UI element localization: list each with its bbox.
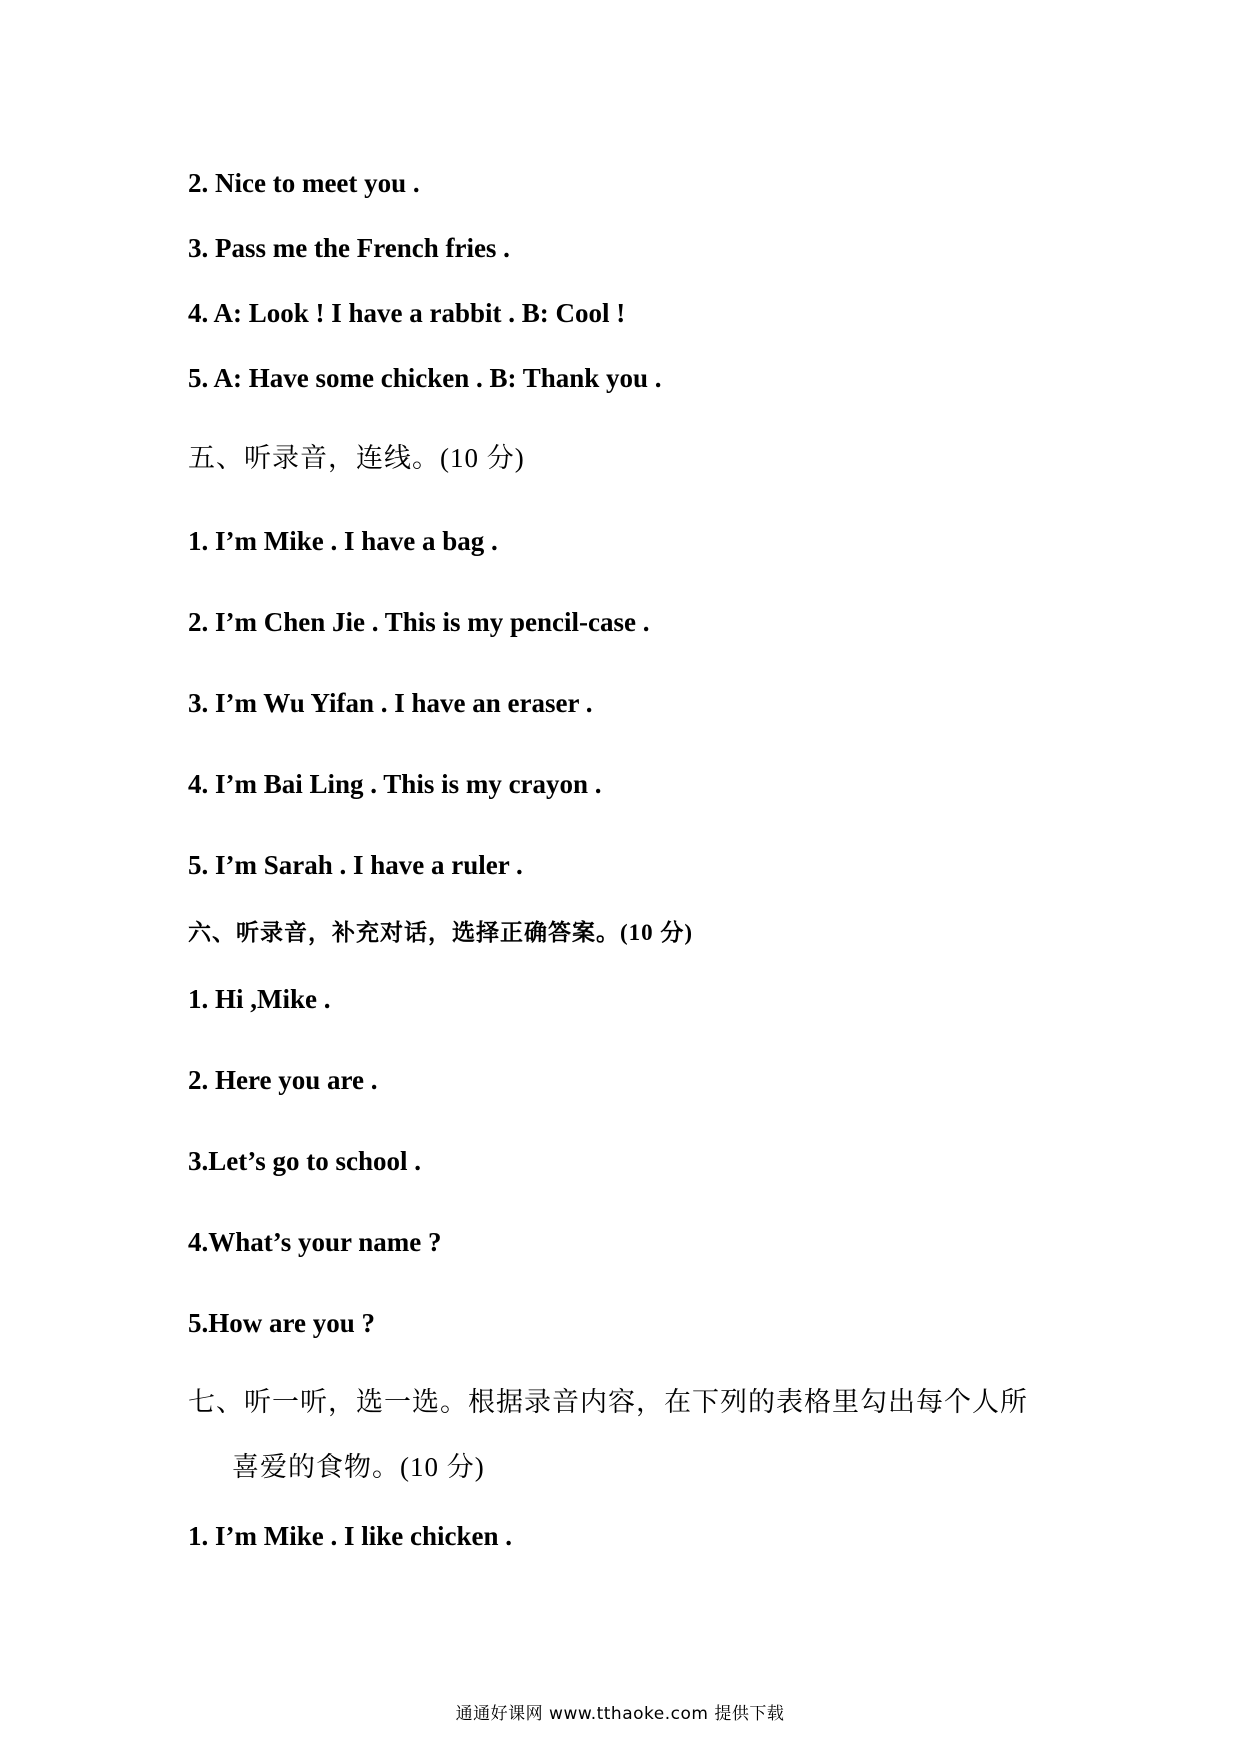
section4-item-2: 2. Nice to meet you . (188, 168, 420, 198)
section6-item-3: 3.Let’s go to school . (188, 1146, 421, 1176)
page-footer: 通通好课网 www.tthaoke.com 提供下载 (455, 1704, 785, 1724)
section5-item-1: 1. I’m Mike . I have a bag . (188, 526, 498, 556)
section6-item-5: 5.How are you ? (188, 1308, 375, 1338)
section5-heading: 五、听录音，连线。(10 分) (188, 443, 525, 473)
section6-item-4: 4.What’s your name ? (188, 1227, 442, 1257)
section7-heading-line2: 喜爱的食物。(10 分) (232, 1452, 485, 1482)
section4-item-5: 5. A: Have some chicken . B: Thank you . (188, 363, 662, 393)
section5-item-3: 3. I’m Wu Yifan . I have an eraser . (188, 688, 593, 718)
section7-item-1: 1. I’m Mike . I like chicken . (188, 1521, 512, 1551)
section6-item-2: 2. Here you are . (188, 1065, 378, 1095)
section7-heading-line1: 七、听一听，选一选。根据录音内容，在下列的表格里勾出每个人所 (188, 1387, 1028, 1417)
section4-item-4: 4. A: Look ! I have a rabbit . B: Cool ! (188, 298, 626, 328)
section6-item-1: 1. Hi ,Mike . (188, 984, 331, 1014)
section5-item-2: 2. I’m Chen Jie . This is my pencil-case . (188, 607, 650, 637)
section5-item-5: 5. I’m Sarah . I have a ruler . (188, 850, 523, 880)
section5-item-4: 4. I’m Bai Ling . This is my crayon . (188, 769, 602, 799)
section4-item-3: 3. Pass me the French fries . (188, 233, 510, 263)
section6-heading: 六、听录音，补充对话，选择正确答案。(10 分) (188, 920, 694, 945)
